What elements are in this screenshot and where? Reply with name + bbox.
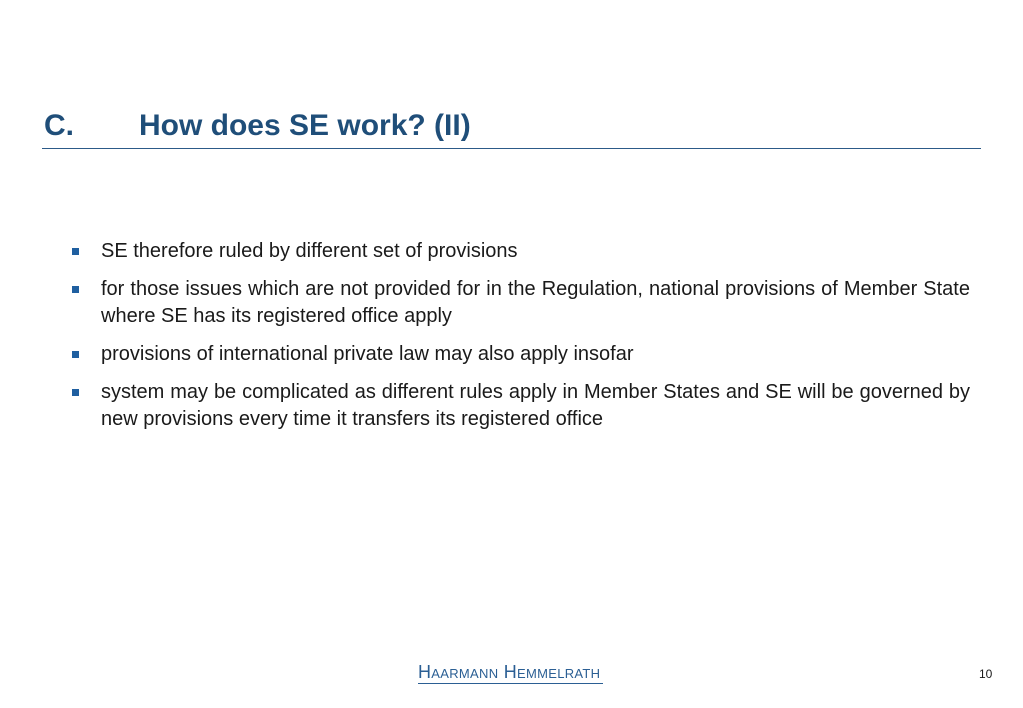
page-number: 10: [979, 667, 993, 681]
bullet-text: for those issues which are not provided for in the Regulation, national provisions of Member State where SE has its registered office apply: [101, 278, 970, 327]
square-bullet-icon: [72, 389, 79, 396]
footer-logo: Haarmann Hemmelrath: [418, 662, 603, 684]
bullet-item: [72, 276, 970, 330]
bullet-list: [72, 238, 970, 444]
square-bullet-icon: [72, 286, 79, 293]
bullet-item: [72, 379, 970, 433]
title-section-number: C.: [44, 109, 74, 142]
bullet-item: [72, 238, 970, 265]
bullet-item: [72, 341, 970, 368]
bullet-text: provisions of international private law may also apply insofar: [101, 343, 634, 365]
bullet-text: SE therefore ruled by different set of provisions: [101, 240, 518, 262]
square-bullet-icon: [72, 248, 79, 255]
title-text: How does SE work? (II): [139, 109, 471, 142]
title-divider: [42, 148, 981, 149]
square-bullet-icon: [72, 351, 79, 358]
bullet-text: system may be complicated as different rules apply in Member States and SE will be governed by new provisions every time it transfers its registered office: [101, 381, 970, 430]
slide-title: [44, 106, 471, 146]
